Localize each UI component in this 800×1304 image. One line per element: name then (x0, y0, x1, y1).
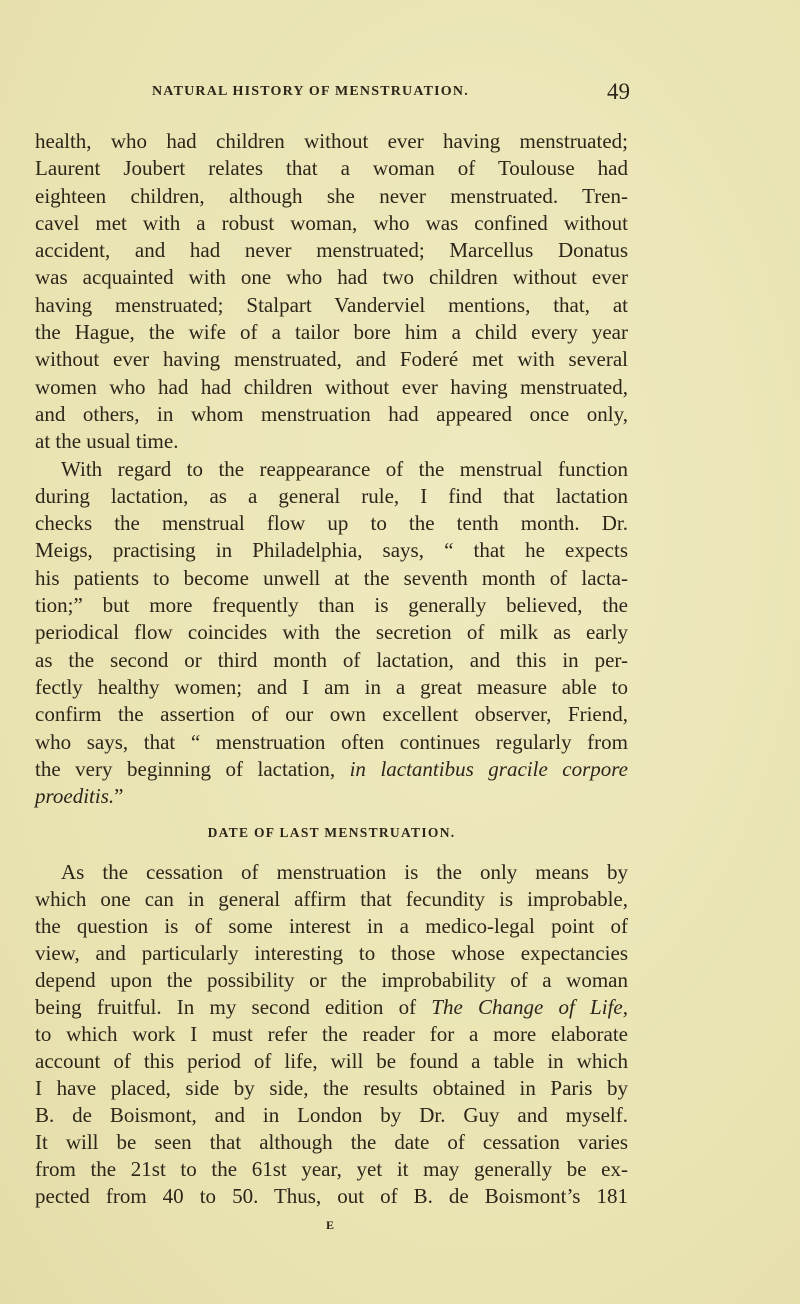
text-line: which one can in general affirm that fecundity is improbable, (35, 887, 628, 911)
text-line: With regard to the reappearance of the menstrual function (61, 456, 628, 481)
section-heading: DATE OF LAST MENSTRUATION. (207, 825, 456, 840)
text-line: was acquainted with one who had two children without ever (35, 265, 628, 290)
text-line: as the second or third month of lactation, and this in per- (35, 647, 628, 672)
text-line: Laurent Joubert relates that a woman of Toulouse had (35, 156, 628, 181)
text-line: account of this period of life, will be found a table in which (35, 1049, 628, 1073)
text-line: checks the menstrual flow up to the tenth month. Dr. (35, 511, 628, 536)
text-line (35, 994, 628, 1021)
text-line: without ever having menstruated, and Foderé met with several (35, 347, 628, 372)
text-line: and others, in whom menstruation had appeared once only, (35, 401, 628, 426)
text-line: the Hague, the wife of a tailor bore him a child every year (35, 320, 628, 345)
text-line: pected from 40 to 50. Thus, out of B. de Boismont’s 181 (35, 1184, 628, 1208)
latin-quote-italic: in lactantibus gracile corpore (349, 756, 628, 781)
text-line: the question is of some interest in a medico-legal point of (35, 914, 628, 938)
text-line: I have placed, side by side, the results obtained in Paris by (35, 1076, 628, 1100)
text-line: cavel met with a robust woman, who was confined without (35, 210, 628, 235)
text-line: view, and particularly interesting to those whose expectancies (35, 941, 628, 965)
text-line: periodical flow coincides with the secretion of milk as early (35, 620, 628, 645)
text-line: eighteen children, although she never menstruated. Tren- (35, 183, 628, 208)
text-line: It will be seen that although the date of cessation varies (35, 1130, 628, 1154)
text-line: Meigs, practising in Philadelphia, says, “ that he expects (35, 538, 628, 563)
book-title-italic: The Change of Life, (431, 995, 628, 1019)
text-line: to which work I must refer the reader for a more elaborate (35, 1022, 628, 1046)
text-line: As the cessation of menstruation is the only means by (61, 860, 628, 884)
text-line: during lactation, as a general rule, I find that lactation (35, 483, 628, 508)
text-line: health, who had children without ever having menstruated; (35, 129, 628, 153)
page-number: 49 (607, 79, 630, 104)
text-line: confirm the assertion of our own excellent observer, Friend, (35, 702, 628, 727)
text-line: accident, and had never menstruated; Marcellus Donatus (35, 238, 628, 263)
text-line: at the usual time. (35, 429, 179, 454)
body-text-top (35, 128, 628, 810)
text-line: tion;” but more frequently than is generally believed, the (35, 593, 628, 618)
text-line: having menstruated; Stalpart Vanderviel mentions, that, at (35, 292, 628, 317)
body-text-bottom (35, 859, 628, 1210)
text-line: who says, that “ menstruation often continues regularly from (35, 729, 628, 754)
text-line: B. de Boismont, and in London by Dr. Guy and myself. (35, 1103, 628, 1127)
text-roman: being fruitful. In my second edition of (35, 995, 432, 1019)
text-line: depend upon the possibility or the improbability of a woman (35, 968, 628, 992)
text-line (35, 756, 628, 783)
text-line: fectly healthy women; and I am in a great measure able to (35, 674, 628, 699)
text-roman: the very beginning of lactation, (35, 756, 350, 781)
text-line: his patients to become unwell at the seventh month of lacta- (35, 565, 628, 590)
latin-quote-italic: proeditis. (35, 784, 115, 809)
text-line: women who had had children without ever having menstruated, (35, 374, 628, 399)
running-head: NATURAL HISTORY OF MENSTRUATION. (152, 84, 469, 99)
signature-mark: E (325, 1218, 334, 1232)
text-line: from the 21st to the 61st year, yet it may generally be ex- (35, 1157, 628, 1181)
closing-quote: ” (114, 784, 124, 809)
text-line (35, 783, 628, 810)
